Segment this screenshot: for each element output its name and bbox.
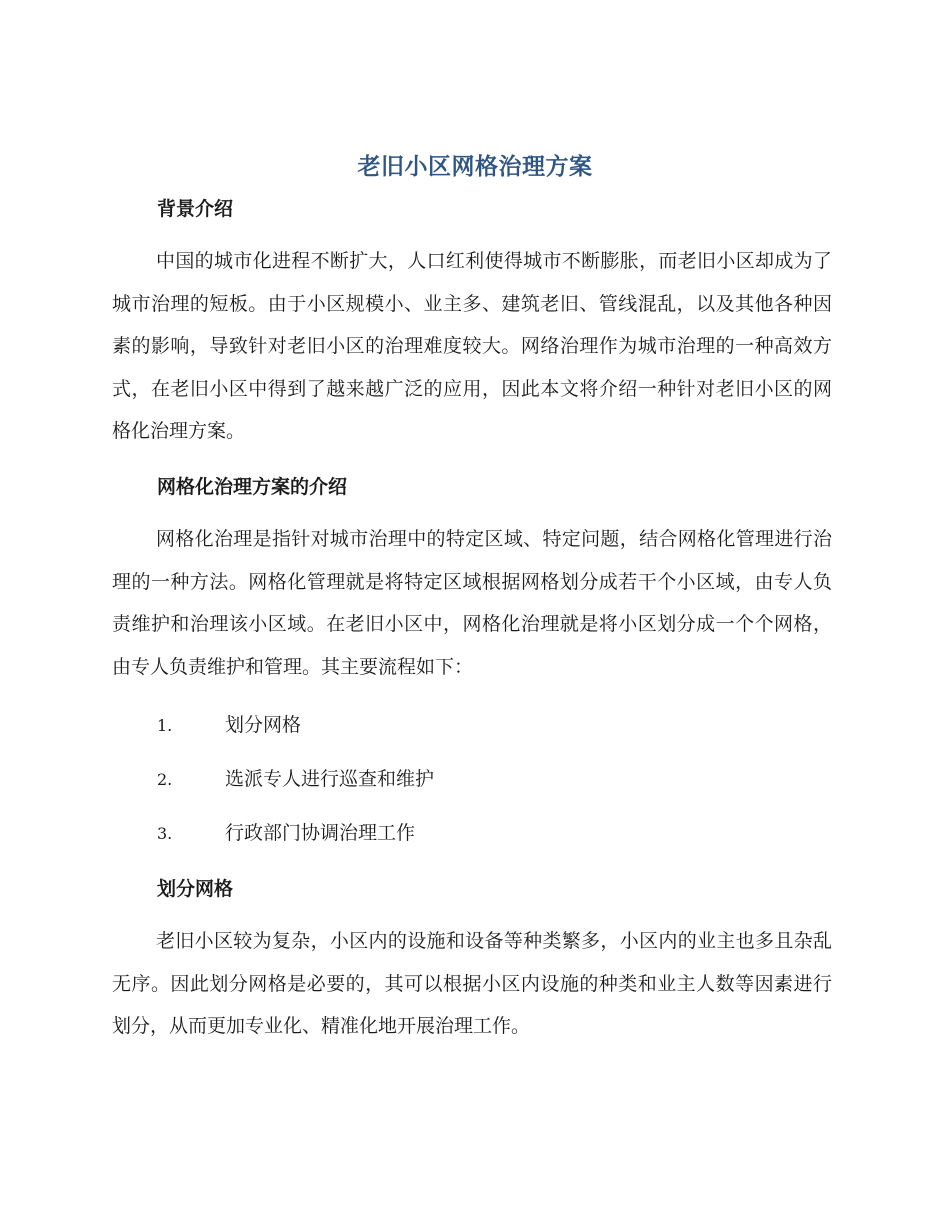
section-paragraph-grid-intro: 网格化治理是指针对城市治理中的特定区域、特定问题，结合网格化管理进行治理的一种方法。网格化管理就是将特定区域根据网格划分成若干个小区域，由专人负责维护和治理该小区域。在老旧小区中，网格化治理就是将小区划分成一个个网格，由专人负责维护和管理。其主要流程如下： [112, 528, 832, 678]
section-heading-divide-grid: 划分网格 [157, 878, 234, 900]
list-item-number: 2. [157, 770, 173, 789]
list-item-number: 3. [157, 824, 173, 843]
list-item [157, 710, 757, 737]
section-heading-background: 背景介绍 [157, 198, 234, 220]
list-item [157, 818, 757, 845]
list-item-number: 1. [157, 716, 173, 735]
list-item [157, 764, 757, 791]
document-title: 老旧小区网格治理方案 [357, 154, 593, 180]
list-item-text: 划分网格 [225, 714, 302, 736]
section-heading-grid-intro: 网格化治理方案的介绍 [157, 476, 348, 498]
section-paragraph-divide-grid: 老旧小区较为复杂，小区内的设施和设备等种类繁多，小区内的业主也多且杂乱无序。因此划分网格是必要的，其可以根据小区内设施的种类和业主人数等因素进行划分，从而更加专业化、精准化地开展治理工作。 [112, 930, 832, 1037]
list-item-text: 选派专人进行巡查和维护 [225, 768, 435, 790]
section-paragraph-background: 中国的城市化进程不断扩大，人口红利使得城市不断膨胀，而老旧小区却成为了城市治理的短板。由于小区规模小、业主多、建筑老旧、管线混乱，以及其他各种因素的影响，导致针对老旧小区的治理难度较大。网络治理作为城市治理的一种高效方式，在老旧小区中得到了越来越广泛的应用，因此本文将介绍一种针对老旧小区的网格化治理方案。 [112, 250, 832, 442]
list-item-text: 行政部门协调治理工作 [225, 822, 416, 844]
